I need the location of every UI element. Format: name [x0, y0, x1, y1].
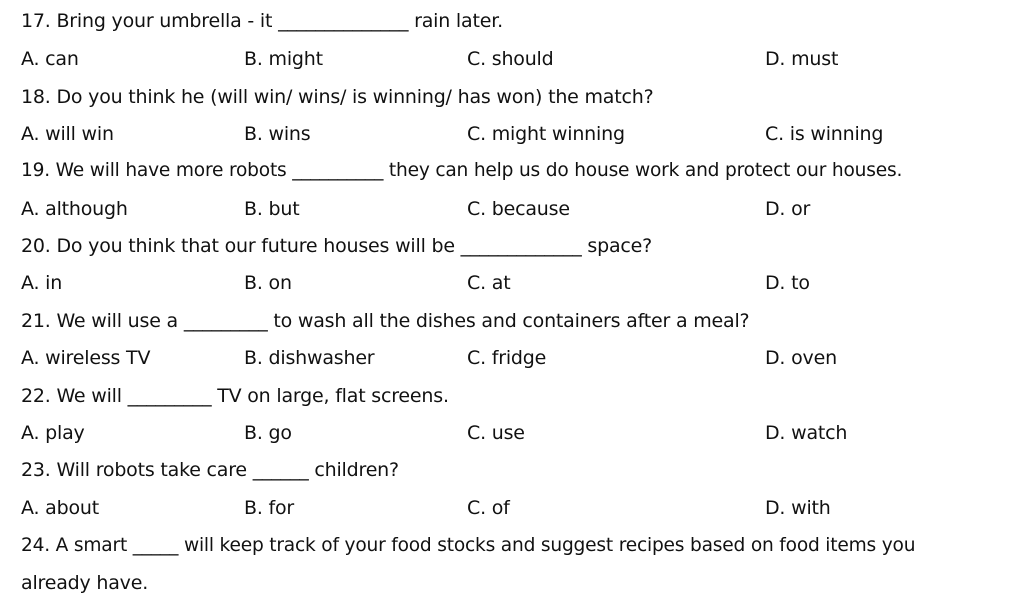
q20-option-d: D. to	[765, 272, 810, 294]
q23-option-d: D. with	[765, 497, 831, 519]
q22-option-b: B. go	[244, 422, 292, 444]
q21-option-c: C. fridge	[467, 347, 547, 369]
q17-option-d: D. must	[765, 48, 839, 70]
q23-option-a: A. about	[21, 497, 99, 519]
q18-option-c: C. might winning	[467, 123, 625, 145]
q22-option-c: C. use	[467, 422, 525, 444]
q19-option-a: A. although	[21, 198, 128, 220]
q20-option-c: C. at	[467, 272, 511, 294]
question-17: 17. Bring your umbrella - it ______________ rain later.	[21, 10, 503, 32]
q21-option-b: B. dishwasher	[244, 347, 375, 369]
question-20: 20. Do you think that our future houses will be _____________ space?	[21, 235, 653, 257]
q19-option-d: D. or	[765, 198, 811, 220]
q21-option-a: A. wireless TV	[21, 347, 151, 369]
q18-option-d: C. is winning	[765, 123, 884, 145]
question-24-continuation: already have.	[21, 572, 149, 594]
q20-option-b: B. on	[244, 272, 292, 294]
q19-option-b: B. but	[244, 198, 300, 220]
question-22: 22. We will _________ TV on large, flat screens.	[21, 385, 449, 407]
question-18: 18. Do you think he (will win/ wins/ is winning/ has won) the match?	[21, 86, 654, 108]
question-24: 24. A smart _____ will keep track of your food stocks and suggest recipes based on food items you	[21, 535, 916, 556]
q19-option-c: C. because	[467, 198, 570, 220]
q21-option-d: D. oven	[765, 347, 837, 369]
question-23: 23. Will robots take care ______ children?	[21, 459, 399, 481]
q20-option-a: A. in	[21, 272, 63, 294]
question-21: 21. We will use a _________ to wash all the dishes and containers after a meal?	[21, 310, 750, 332]
q18-option-b: B. wins	[244, 123, 311, 145]
q18-option-a: A. will win	[21, 123, 114, 145]
q17-option-c: C. should	[467, 48, 554, 70]
question-19: 19. We will have more robots __________ they can help us do house work and protect our houses.	[21, 160, 903, 181]
q22-option-d: D. watch	[765, 422, 848, 444]
q17-option-b: B. might	[244, 48, 323, 70]
q23-option-c: C. of	[467, 497, 510, 519]
q23-option-b: B. for	[244, 497, 295, 519]
q17-option-a: A. can	[21, 48, 79, 70]
q22-option-a: A. play	[21, 422, 85, 444]
